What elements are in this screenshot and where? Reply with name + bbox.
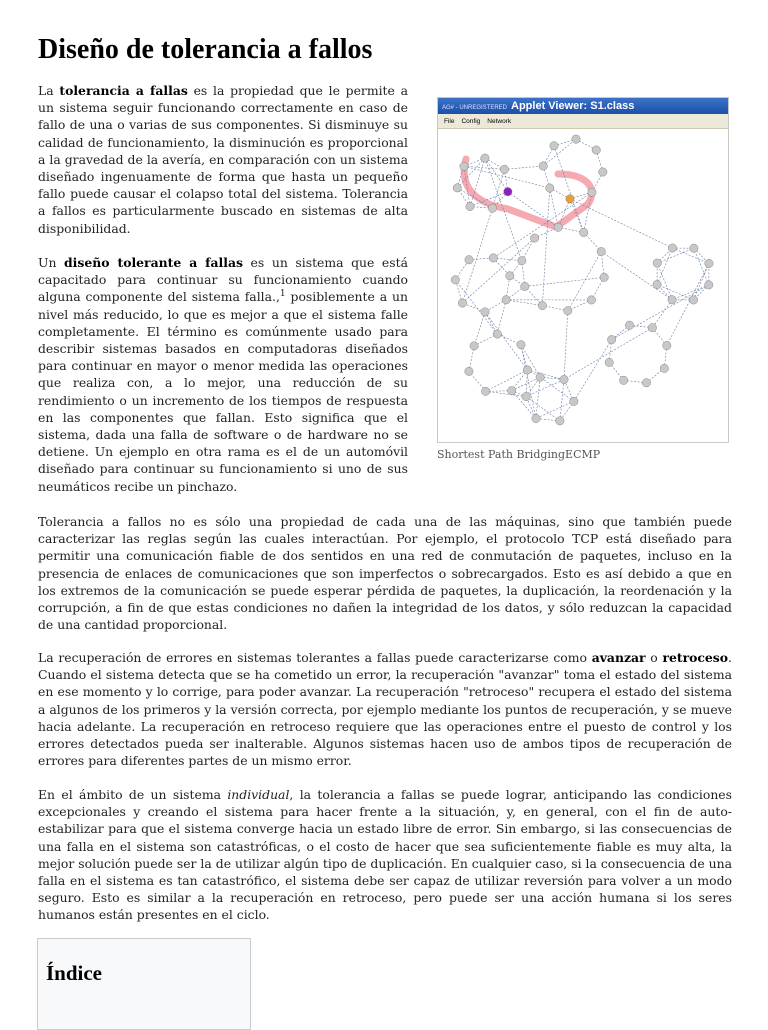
network-edge: [485, 158, 508, 192]
network-edge: [550, 188, 558, 227]
network-node: [489, 254, 497, 262]
recovery-paragraph: [38, 649, 732, 769]
network-edge: [652, 300, 672, 328]
network-node: [453, 184, 461, 192]
text-run: es un sistema que está capacitado para continuar su funcionamiento cuando alguna componente del sistema falla.,: [38, 255, 408, 304]
bold-term: retroceso: [662, 650, 728, 665]
network-node: [517, 341, 525, 349]
figure-caption: Shortest Path BridgingECMP: [437, 448, 727, 461]
network-node: [587, 296, 595, 304]
network-edge: [564, 328, 652, 380]
menu-config[interactable]: Config: [461, 118, 480, 125]
network-edge: [521, 345, 536, 419]
definition-paragraph: [38, 254, 408, 495]
network-node: [642, 379, 650, 387]
applet-menubar: [438, 114, 728, 129]
network-node: [507, 387, 515, 395]
network-node: [689, 296, 697, 304]
network-node: [668, 244, 676, 252]
network-node: [451, 276, 459, 284]
network-node: [538, 301, 546, 309]
network-edge: [497, 300, 506, 334]
network-node: [488, 204, 496, 212]
menu-network[interactable]: Network: [487, 118, 511, 125]
text-run: , la tolerancia a fallas se puede lograr, anticipando las condiciones excepcionales y creando el sistema para hacer frente a la situación, y, en general, con el fin de auto-estabilizar para que el sistema converge hacia un estado libre de error. Sin embargo, si las consecuencias de una falla en el sistema son catastróficas, o el costo de hacer que sea suficientemente fiable es muy alta, la mejor solución puede ser la de utilizar algún tipo de duplicación. En cualquier caso, si la consecuencia de una falla en el sistema es tan catastrófico, el sistema debe ser capaz de utilizar reversión para volver a un modo seguro. Esto es similar a la recuperación en retroceso, pero puede ser una acción humana si los seres humanos están presentes en el ciclo.: [38, 787, 732, 922]
network-edge: [525, 277, 604, 286]
bold-term: avanzar: [592, 650, 646, 665]
network-edge: [462, 238, 534, 303]
network-node: [560, 375, 568, 383]
network-node: [570, 397, 578, 405]
network-node: [523, 366, 531, 374]
network-node: [600, 273, 608, 281]
network-edge: [486, 370, 528, 391]
network-node: [481, 308, 489, 316]
network-node: [592, 146, 600, 154]
unregistered-label: AG# - UNREGISTERED: [442, 105, 507, 111]
network-edge: [464, 166, 505, 169]
network-edge: [564, 311, 568, 380]
network-edge: [667, 263, 709, 345]
individual-paragraph: [38, 786, 732, 924]
network-node: [522, 392, 530, 400]
network-node: [465, 256, 473, 264]
network-edge: [506, 300, 542, 306]
network-edge: [542, 188, 549, 306]
text-run: posiblemente a un nivel más reducido, lo que es mejor a que el sistema falle completamente. El término es comúnmente usado para describir sistemas basados en computadoras diseñados para continuar en mayor o menor medida las operaciones que realiza con, a lo mejor, una reducción de su rendimiento o un incremento de los tiempos de respuesta en las componentes que fallan. Esto significa que el sistema, dada una falla de software o de hardware no se detiene. Un ejemplo en otra rama es el de un automóvil diseñado para continuar su funcionamiento si uno de sus neumáticos recibe un pinchazo.: [38, 289, 408, 493]
applet-window: [437, 97, 729, 443]
bold-term: tolerancia a fallas: [59, 83, 187, 98]
network-edge: [536, 401, 574, 418]
network-node: [556, 417, 564, 425]
network-node: [690, 244, 698, 252]
network-edge: [526, 380, 564, 397]
network-node: [653, 280, 661, 288]
bold-term: diseño tolerante a fallas: [64, 255, 243, 270]
network-edge: [527, 370, 564, 380]
citation-link[interactable]: 1: [280, 289, 286, 299]
network-node: [668, 296, 676, 304]
network-node: [506, 272, 514, 280]
network-graph-svg: [438, 129, 728, 442]
network-node: [625, 321, 633, 329]
network-graph: [438, 129, 728, 442]
network-node: [597, 247, 605, 255]
network-node: [705, 259, 713, 267]
text-run: o: [646, 650, 663, 665]
network-edge: [462, 208, 492, 303]
network-node: [579, 228, 587, 236]
network-node: [481, 154, 489, 162]
network-node: [530, 234, 538, 242]
network-node: [607, 335, 615, 343]
network-node: [648, 323, 656, 331]
network-node: [470, 342, 478, 350]
network-node: [521, 282, 529, 290]
network-node: [605, 358, 613, 366]
window-title: Applet Viewer: S1.class: [511, 100, 634, 112]
network-node: [504, 187, 512, 195]
network-node: [536, 373, 544, 381]
text-run: Un: [38, 255, 64, 270]
network-node: [532, 414, 540, 422]
network-node: [458, 299, 466, 307]
network-node: [660, 364, 668, 372]
menu-file[interactable]: File: [444, 118, 454, 125]
network-node: [465, 367, 473, 375]
network-node: [566, 195, 574, 203]
toc-title: Índice: [46, 961, 102, 986]
network-node: [493, 330, 501, 338]
network-node: [460, 162, 468, 170]
network-node: [588, 188, 596, 196]
highlighted-path: [464, 159, 592, 227]
network-node: [546, 184, 554, 192]
network-node: [502, 296, 510, 304]
tcp-paragraph: Tolerancia a fallos no es sólo una propiedad de cada una de las máquinas, sino que también puede caracterizar las reglas según las cuales interactúan. Por ejemplo, el protocolo TCP está diseñado para permitir una comunicación fiable de dos sentidos en una red de conmutación de paquetes, incluso en la presencia de enlaces de comunicaciones que son imperfectos o sobrecargados. Esto es así debido a que en los extremos de la comunicación se puede esperar pérdida de paquetes, la duplicación, la reordenación y la corrupción, a fin de que estas condiciones no dañen la integridad de los datos, y sólo reduzcan la capacidad de una cantidad proporcional.: [38, 513, 732, 633]
network-node: [539, 162, 547, 170]
network-figure: [437, 97, 727, 461]
table-of-contents: [37, 938, 251, 1030]
text-run: En el ámbito de un sistema: [38, 787, 227, 802]
network-node: [653, 259, 661, 267]
network-node: [663, 341, 671, 349]
text-run: . Cuando el sistema detecta que se ha cometido un error, la recuperación "avanzar" toma el estado del sistema en ese momento y lo corrige, para poder avanzar. La recuperación "retroceso" recupera el estado del sistema a algunos de los primeros y la versión correcta, por ejemplo mediante los puntos de recuperación, y se mueve hacia adelante. La recuperación en retroceso requiere que las operaciones entre el puesto de control y los errores detectados pueda ser inalterable. Algunos sistemas hacen uso de ambos tipos de recuperación de errores para diferentes partes de un mismo error.: [38, 650, 732, 768]
applet-titlebar: [438, 98, 728, 114]
text-run: es la propiedad que le permite a un sistema seguir funcionando correctamente en caso de fallo de una o varias de sus componentes. Si disminuye su calidad de funcionamiento, la disminución es proporcional a la gravedad de la avería, en comparación con un sistema diseñado ingenuamente de forma que hasta un pequeño fallo puede causar el colapso total del sistema. Tolerancia a fallos es particularmente buscado en sistemas de alta disponibilidad.: [38, 83, 408, 236]
network-node: [554, 223, 562, 231]
network-edge: [601, 252, 672, 300]
network-node: [481, 387, 489, 395]
network-node: [500, 165, 508, 173]
network-node: [466, 202, 474, 210]
network-node: [619, 376, 627, 384]
network-edge: [560, 380, 564, 421]
network-edge: [536, 377, 540, 418]
network-edge: [612, 285, 709, 340]
network-node: [705, 281, 713, 289]
page-title: Diseño de tolerancia a fallos: [38, 34, 372, 66]
network-node: [564, 307, 572, 315]
network-edge: [504, 166, 543, 169]
text-run: La recuperación de errores en sistemas tolerantes a fallas puede caracterizarse como: [38, 650, 592, 665]
text-run: La: [38, 83, 59, 98]
network-edge: [526, 397, 560, 421]
intro-paragraph: [38, 82, 408, 237]
italic-term: individual: [227, 787, 289, 802]
network-node: [518, 256, 526, 264]
network-node: [550, 142, 558, 150]
network-node: [599, 168, 607, 176]
network-node: [572, 135, 580, 143]
network-edge: [543, 139, 576, 166]
network-edge: [540, 377, 574, 401]
network-edge: [512, 377, 540, 391]
